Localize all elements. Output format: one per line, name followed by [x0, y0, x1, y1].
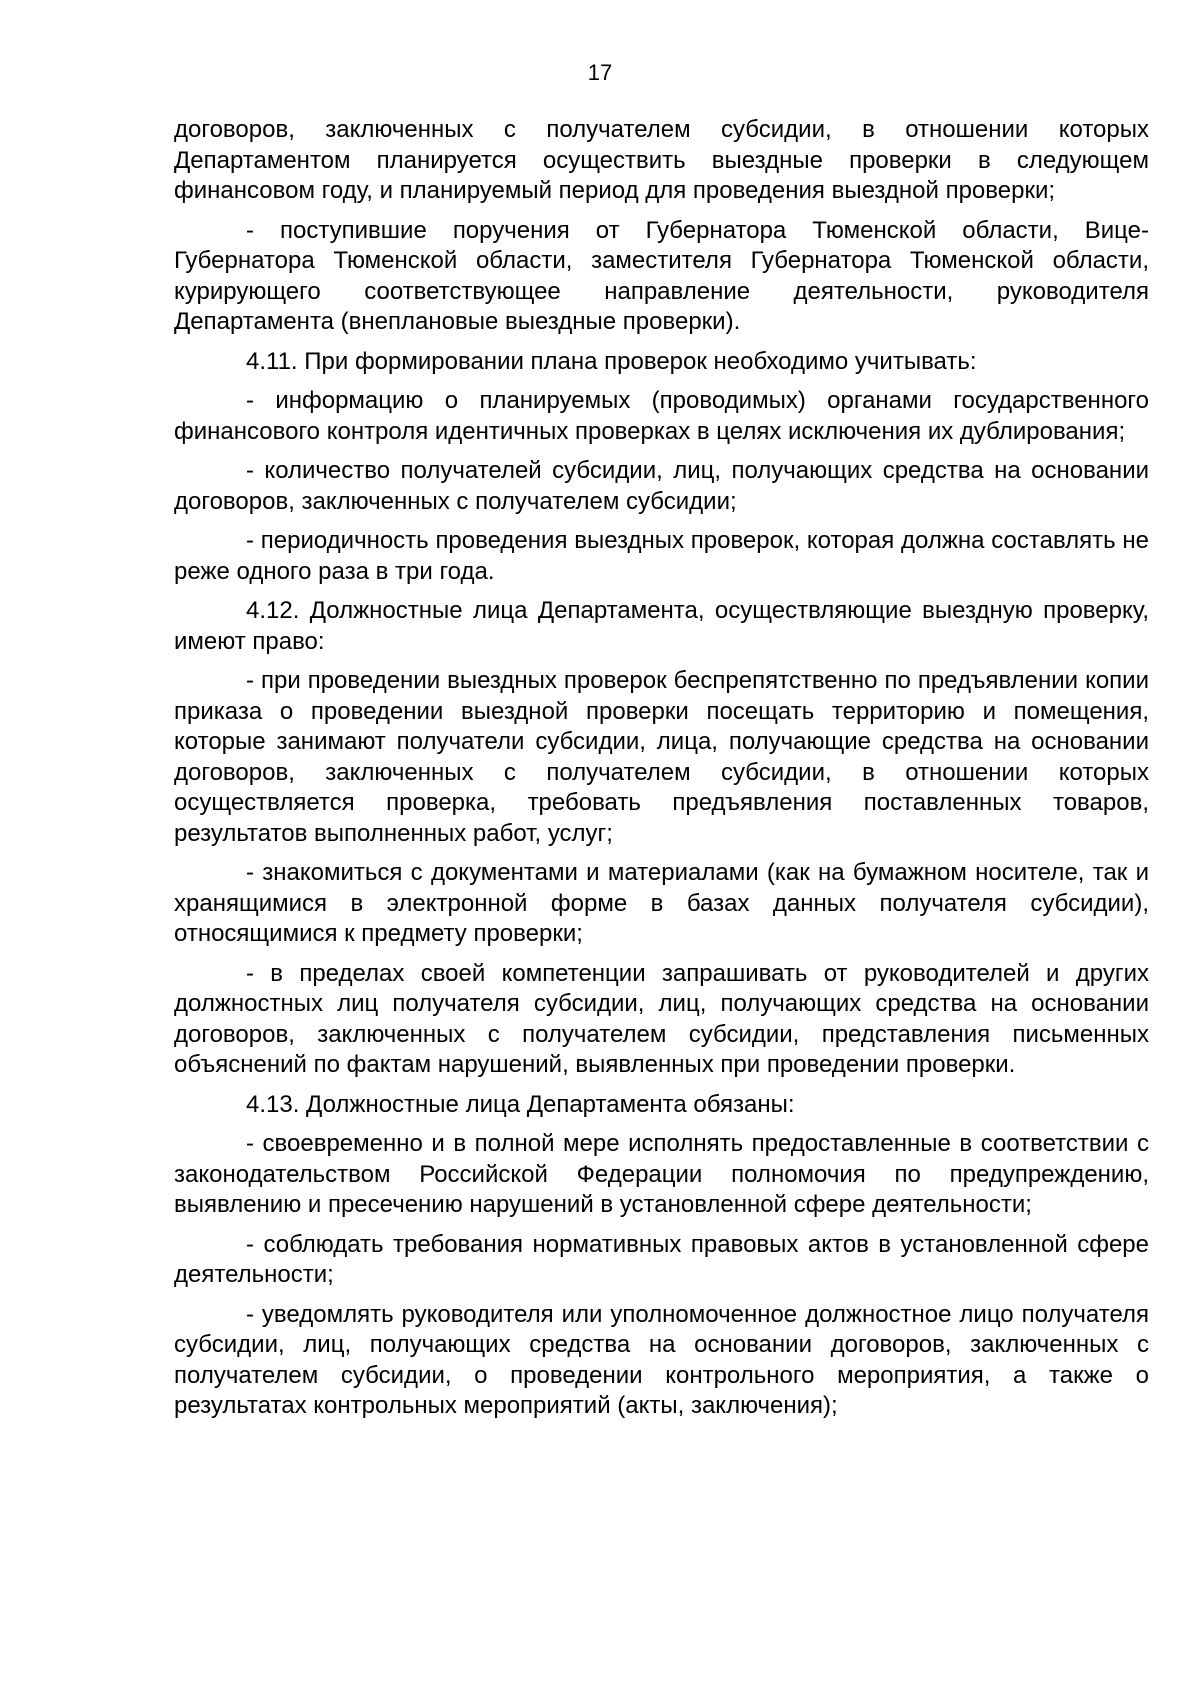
- paragraph-right-to-request-explanations: - в пределах своей компетенции запрашивать от руководителей и других должностных лиц получателя субсидии, лиц, получающих средства на основании договоров, заключенных с получателем субсидии, представления письменных объяснений по фактам нарушений, выявленных при проведении проверки.: [174, 959, 1149, 1078]
- paragraph-4-13: 4.13. Должностные лица Департамента обязаны:: [246, 1090, 795, 1118]
- paragraph-duty-to-exercise-powers: - своевременно и в полной мере исполнять предоставленные в соответствии с законодательством Российской Федерации полномочия по предупреждению, выявлению и пресечению нарушений в установленной сфере деятельности;: [174, 1130, 1149, 1218]
- paragraph-continuation: договоров, заключенных с получателем субсидии, в отношении которых Департаментом планируется осуществить выездные проверки в следующем финансовом году, и планируемый период для проведения выездной проверки;: [174, 116, 1149, 204]
- paragraph-recipient-count: - количество получателей субсидии, лиц, получающих средства на основании договоров, заключенных с получателем субсидии;: [174, 457, 1149, 515]
- paragraph-governor-orders: - поступившие поручения от Губернатора Тюменской области, Вице-Губернатора Тюменской области, заместителя Губернатора Тюменской области, курирующего соответствующее направление деятельности, руководителя Департамента (внеплановые выездные проверки).: [174, 216, 1149, 335]
- paragraph-right-to-review-documents: - знакомиться с документами и материалами (как на бумажном носителе, так и хранящимися в электронной форме в базах данных получателя субсидии), относящимися к предмету проверки;: [174, 859, 1149, 947]
- page-number: 17: [587, 60, 613, 85]
- paragraph-info-on-audits: - информацию о планируемых (проводимых) органами государственного финансового контроля идентичных проверках в целях исключения их дублирования;: [174, 387, 1149, 445]
- paragraph-4-11: 4.11. При формировании плана проверок необходимо учитывать:: [246, 347, 977, 375]
- paragraph-audit-frequency: - периодичность проведения выездных проверок, которая должна составлять не реже одного раза в три года.: [174, 527, 1149, 585]
- paragraph-duty-to-notify: - уведомлять руководителя или уполномоченное должностное лицо получателя субсидии, лиц, получающих средства на основании договоров, заключенных с получателем субсидии, о проведении контрольного мероприятия, а также о результатах контрольных мероприятий (акты, заключения);: [174, 1300, 1149, 1419]
- paragraph-right-to-visit: - при проведении выездных проверок беспрепятственно по предъявлении копии приказа о проведении выездной проверки посещать территорию и помещения, которые занимают получатели субсидии, лица, получающие средства на основании договоров, заключенных с получателем субсидии, в отношении которых осуществляется проверка, требовать предъявления поставленных товаров, результатов выполненных работ, услуг;: [174, 667, 1149, 847]
- paragraph-4-12: 4.12. Должностные лица Департамента, осуществляющие выездную проверку, имеют право:: [174, 597, 1149, 655]
- document-body: [174, 115, 1149, 1431]
- paragraph-duty-to-comply: - соблюдать требования нормативных правовых актов в установленной сфере деятельности;: [174, 1230, 1149, 1288]
